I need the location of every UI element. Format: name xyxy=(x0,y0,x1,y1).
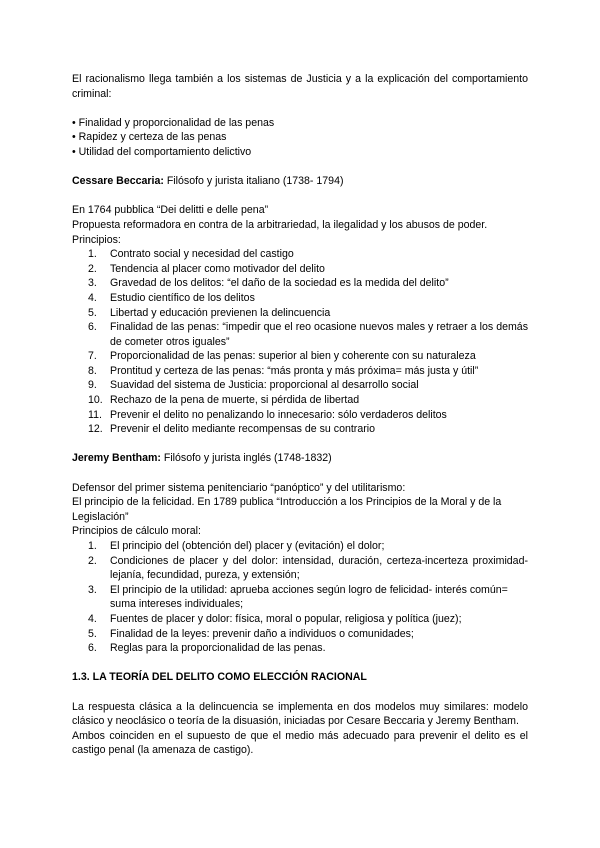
list-text: Proporcionalidad de las penas: superior al bien y coherente con su naturaleza xyxy=(110,350,476,363)
list-item xyxy=(72,408,528,423)
list-number: 12. xyxy=(88,423,103,436)
intro-bullet: • Utilidad del comportamiento delictivo xyxy=(72,145,252,158)
list-number: 3. xyxy=(88,583,97,596)
intro-bullet: • Rapidez y certeza de las penas xyxy=(72,131,227,144)
list-text: Prevenir el delito no penalizando lo innecesario: sólo verdaderos delitos xyxy=(110,408,447,421)
list-number: 5. xyxy=(88,627,97,640)
beccaria-desc: Filósofo y jurista italiano (1738- 1794) xyxy=(163,175,344,188)
list-text: Suavidad del sistema de Justicia: proporcional al desarrollo social xyxy=(110,379,419,392)
list-number: 2. xyxy=(88,554,97,567)
list-number: 1. xyxy=(88,248,97,261)
list-item xyxy=(72,262,528,277)
list-number: 8. xyxy=(88,364,97,377)
bentham-name: Jeremy Bentham: xyxy=(72,452,161,465)
list-number: 6. xyxy=(88,642,97,655)
list-number: 4. xyxy=(88,612,97,625)
intro-bullet: • Finalidad y proporcionalidad de las penas xyxy=(72,116,275,129)
beccaria-name: Cessare Beccaria: xyxy=(72,175,164,188)
list-number: 6. xyxy=(88,321,97,334)
list-text: Tendencia al placer como motivador del delito xyxy=(110,262,325,275)
list-item xyxy=(72,539,528,554)
bentham-line: Principios de cálculo moral: xyxy=(72,525,201,538)
bentham-line: El principio de la felicidad. En 1789 publica “Introducción a los Principios de la Moral y de la Legislación” xyxy=(72,496,502,523)
list-text: Prevenir el delito mediante recompensas de su contrario xyxy=(110,423,375,436)
bentham-line: Defensor del primer sistema penitenciario “panóptico” y del utilitarismo: xyxy=(72,481,406,494)
section-heading: 1.3. LA TEORÍA DEL DELITO COMO ELECCIÓN RACIONAL xyxy=(72,671,367,684)
beccaria-line: Principios: xyxy=(72,233,121,246)
intro-paragraph: El racionalismo llega también a los sistemas de Justicia y a la explicación del comportamiento criminal: xyxy=(72,73,528,100)
list-item xyxy=(72,612,528,627)
list-number: 2. xyxy=(88,262,97,275)
list-text: Gravedad de los delitos: “el daño de la sociedad es la medida del delito” xyxy=(110,277,449,290)
beccaria-principles-list xyxy=(72,247,528,437)
list-item xyxy=(72,583,528,612)
beccaria-line: Propuesta reformadora en contra de la arbitrariedad, la ilegalidad y los abusos de poder. xyxy=(72,218,488,231)
list-item xyxy=(72,306,528,321)
list-item xyxy=(72,554,528,583)
list-item xyxy=(72,627,528,642)
list-number: 11. xyxy=(88,408,102,421)
list-text: Finalidad de las penas: “impedir que el reo ocasione nuevos males y retraer a los demás de cometer otros iguales” xyxy=(110,321,528,348)
list-text: Libertad y educación previenen la delincuencia xyxy=(110,306,331,319)
list-item xyxy=(72,349,528,364)
list-text: Contrato social y necesidad del castigo xyxy=(110,248,294,261)
list-item xyxy=(72,247,528,262)
list-item xyxy=(72,393,528,408)
list-text: El principio de la utilidad: aprueba acciones según logro de felicidad- interés común= suma intereses individuales; xyxy=(110,583,508,611)
list-text: Fuentes de placer y dolor: física, moral o popular, religiosa y política (juez); xyxy=(110,612,462,625)
bentham-title xyxy=(72,451,528,466)
list-item xyxy=(72,320,528,349)
list-number: 9. xyxy=(88,379,97,392)
beccaria-line: En 1764 pubblica “Dei delitti e delle pena” xyxy=(72,204,269,217)
list-text: Estudio científico de los delitos xyxy=(110,291,255,304)
section-paragraph: La respuesta clásica a la delincuencia se implementa en dos modelos muy similares: modelo clásico y neoclásico o teoría de la disuasión, iniciadas por Cesare Beccaria y Jeremy Bentham. xyxy=(72,700,528,728)
list-item xyxy=(72,276,528,291)
list-number: 3. xyxy=(88,277,97,290)
list-number: 4. xyxy=(88,291,97,304)
list-text: El principio del (obtención del) placer y (evitación) el dolor; xyxy=(110,540,385,552)
document-page xyxy=(72,72,528,758)
list-item xyxy=(72,364,528,379)
list-text: Finalidad de la leyes: prevenir daño a individuos o comunidades; xyxy=(110,627,414,640)
list-item xyxy=(72,641,528,656)
list-item xyxy=(72,378,528,393)
list-text: Condiciones de placer y del dolor: intensidad, duración, certeza-incerteza proximidad-lejanía, fecundidad, pureza, y extensión; xyxy=(110,554,528,582)
beccaria-title xyxy=(72,174,528,189)
bentham-principles-list xyxy=(72,539,528,656)
list-number: 7. xyxy=(88,350,97,363)
list-text: Prontitud y certeza de las penas: “más pronta y más próxima= más justa y útil” xyxy=(110,364,479,377)
list-item xyxy=(72,422,528,437)
list-text: Reglas para la proporcionalidad de las penas. xyxy=(110,642,326,655)
list-number: 10. xyxy=(88,394,103,407)
section-paragraph: Ambos coinciden en el supuesto de que el medio más adecuado para prevenir el delito es el castigo penal (la amenaza de castigo). xyxy=(72,729,528,757)
list-number: 5. xyxy=(88,306,97,319)
bentham-desc: Filósofo y jurista inglés (1748-1832) xyxy=(160,452,332,465)
list-item xyxy=(72,291,528,306)
list-number: 1. xyxy=(88,540,97,552)
list-text: Rechazo de la pena de muerte, si pérdida de libertad xyxy=(110,394,360,407)
